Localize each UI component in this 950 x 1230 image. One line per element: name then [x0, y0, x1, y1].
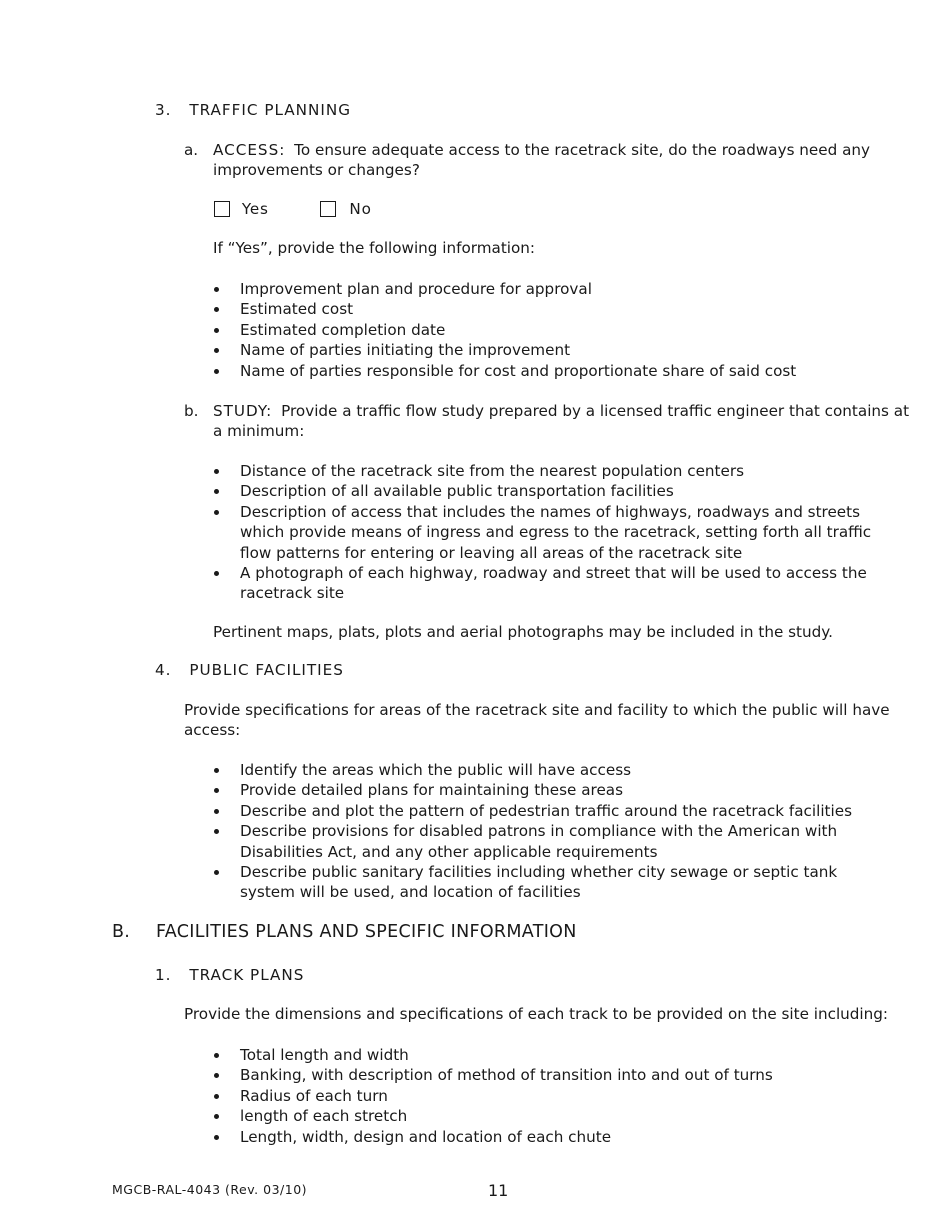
- section-3-heading: [155, 100, 351, 120]
- list-item: Identify the areas which the public will have access: [213, 760, 893, 780]
- list-item: Name of parties responsible for cost and proportionate share of said cost: [213, 361, 893, 381]
- yes-no-choice: [214, 199, 372, 219]
- list-item: Description of all available public transportation facilities: [213, 481, 873, 501]
- list-item: Length, width, design and location of each chute: [213, 1127, 893, 1147]
- list-item: length of each stretch: [213, 1106, 893, 1126]
- list-item: Provide detailed plans for maintaining these areas: [213, 780, 893, 800]
- question-access: [184, 140, 904, 181]
- item-label: a.: [184, 141, 199, 159]
- section-number: 1.: [155, 966, 172, 984]
- section-title: TRACK PLANS: [189, 966, 305, 984]
- section-title: PUBLIC FACILITIES: [189, 661, 344, 679]
- item-label: b.: [184, 402, 199, 420]
- list-item: Radius of each turn: [213, 1086, 893, 1106]
- yes-checkbox[interactable]: [214, 201, 230, 217]
- no-checkbox[interactable]: [320, 201, 336, 217]
- list-item: Estimated cost: [213, 299, 893, 319]
- if-yes-instruction: If “Yes”, provide the following information:: [213, 239, 536, 257]
- section-title: FACILITIES PLANS AND SPECIFIC INFORMATION: [156, 922, 577, 942]
- access-keyword: ACCESS:: [213, 141, 286, 159]
- list-item: Name of parties initiating the improvement: [213, 340, 893, 360]
- list-item: Estimated completion date: [213, 320, 893, 340]
- form-id: MGCB-RAL-4043 (Rev. 03/10): [112, 1182, 308, 1197]
- public-facilities-list: [213, 760, 893, 903]
- access-question: To ensure adequate access to the racetrack site, do the roadways need any improvements or changes?: [213, 141, 871, 180]
- study-note: Pertinent maps, plats, plots and aerial photographs may be included in the study.: [213, 623, 833, 641]
- section-b-heading: [112, 922, 577, 942]
- list-item: Distance of the racetrack site from the nearest population centers: [213, 461, 873, 481]
- track-plans-intro: Provide the dimensions and specifications of each track to be provided on the site including:: [184, 1005, 889, 1023]
- page-number: 11: [488, 1181, 509, 1200]
- track-plans-list: [213, 1045, 893, 1147]
- section-number: 4.: [155, 661, 172, 679]
- track-plans-heading: [155, 965, 304, 985]
- no-label: No: [349, 200, 372, 218]
- study-text: Provide a traffic flow study prepared by a licensed traffic engineer that contains at a minimum:: [213, 402, 910, 441]
- list-item: A photograph of each highway, roadway and street that will be used to access the racetrack site: [213, 563, 873, 604]
- yes-label: Yes: [241, 200, 269, 218]
- access-info-list: [213, 279, 893, 381]
- list-item: Describe provisions for disabled patrons in compliance with the American with Disabilities Act, and any other applicable requirements: [213, 821, 893, 862]
- list-item: Description of access that includes the names of highways, roadways and streets which provide means of ingress and egress to the racetrack, setting forth all traffic flow patterns for entering or leaving all areas of the racetrack site: [213, 502, 873, 563]
- list-item: Improvement plan and procedure for approval: [213, 279, 893, 299]
- section-letter: B.: [112, 922, 131, 942]
- section-4-heading: [155, 660, 344, 680]
- public-facilities-intro: Provide specifications for areas of the racetrack site and facility to which the public will have access:: [184, 701, 890, 740]
- list-item: Banking, with description of method of transition into and out of turns: [213, 1065, 893, 1085]
- study-keyword: STUDY:: [213, 402, 273, 420]
- section-number: 3.: [155, 101, 172, 119]
- section-title: TRAFFIC PLANNING: [189, 101, 352, 119]
- study-requirements-list: [213, 461, 873, 604]
- list-item: Describe public sanitary facilities including whether city sewage or septic tank system will be used, and location of facilities: [213, 862, 893, 903]
- question-study: [184, 401, 914, 442]
- list-item: Describe and plot the pattern of pedestrian traffic around the racetrack facilities: [213, 801, 893, 821]
- list-item: Total length and width: [213, 1045, 893, 1065]
